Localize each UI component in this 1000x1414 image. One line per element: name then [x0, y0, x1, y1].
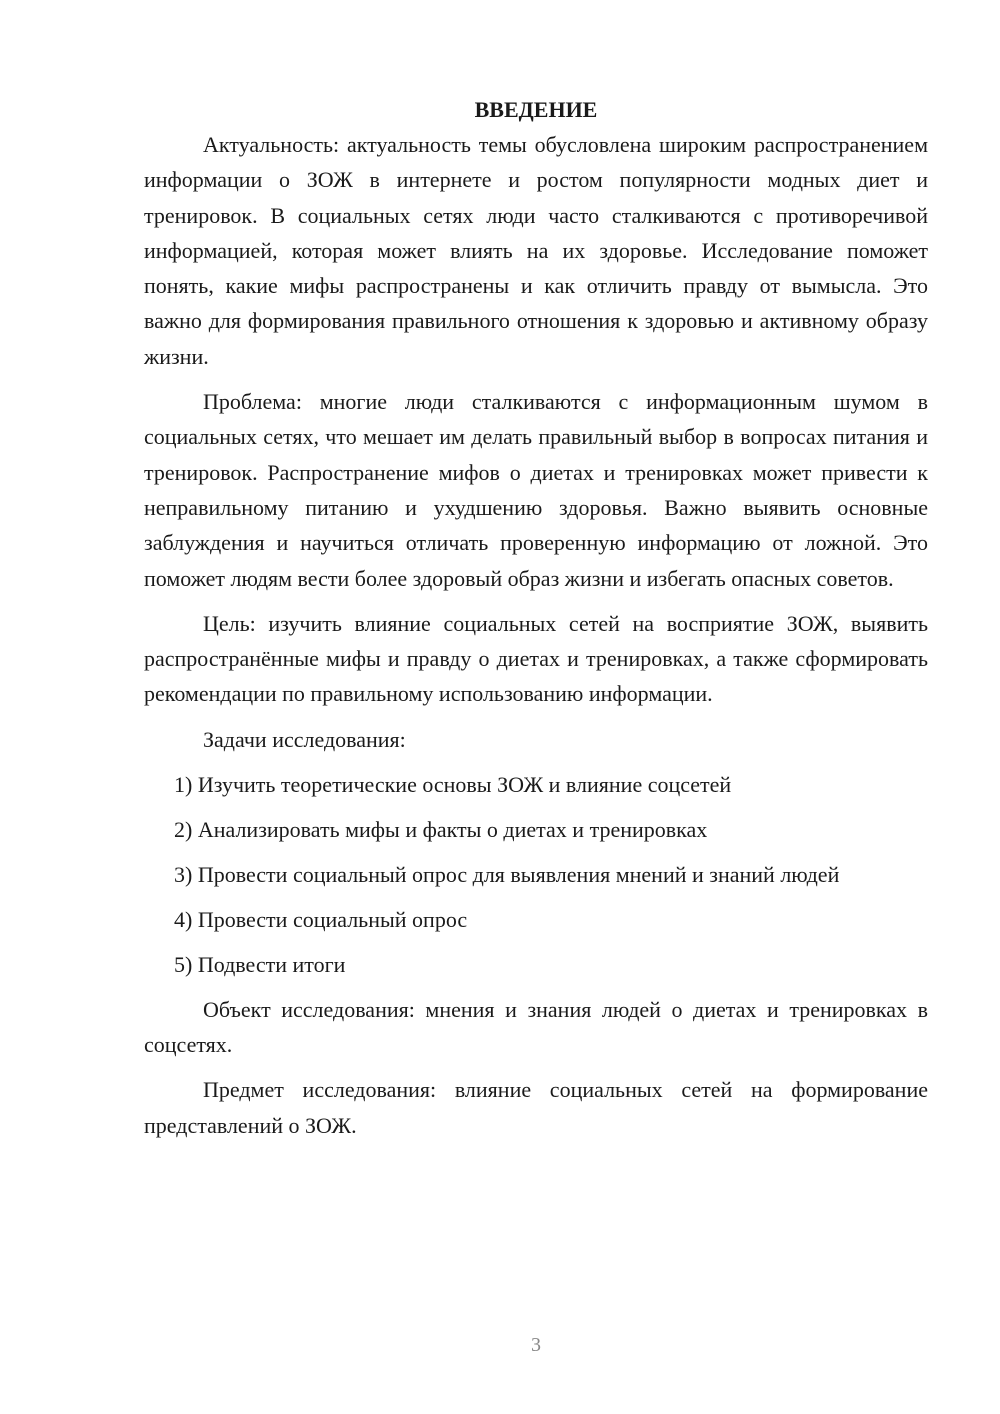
paragraph-goal: Цель: изучить влияние социальных сетей на восприятие ЗОЖ, выявить распространённые мифы и правду о диетах и тренировках, а также сформировать рекомендации по правильному использованию информации.: [144, 610, 928, 707]
paragraph-object: Объект исследования: мнения и знания людей о диетах и тренировках в соцсетях.: [144, 996, 928, 1058]
task-item: 4) Провести социальный опрос: [174, 906, 468, 932]
task-item: 1) Изучить теоретические основы ЗОЖ и влияние соцсетей: [174, 771, 732, 797]
task-item: 5) Подвести итоги: [174, 951, 346, 977]
page-title: ВВЕДЕНИЕ: [474, 97, 598, 122]
task-item: 3) Провести социальный опрос для выявления мнений и знаний людей: [174, 861, 840, 887]
paragraph-subject: Предмет исследования: влияние социальных сетей на формирование представлений о ЗОЖ.: [144, 1077, 928, 1138]
paragraph-relevance: Актуальность: актуальность темы обусловлена широким распространением информации о ЗОЖ в интернете и ростом популярности модных диет и тренировок. В социальных сетях люди часто сталкиваются с противоречивой информацией, которая может влиять на их здоровье. Исследование поможет понять, какие мифы распространены и как отличить правду от вымысла. Это важно для формирования правильного отношения к здоровью и активному образу жизни.: [144, 132, 928, 369]
tasks-heading: Задачи исследования:: [203, 726, 406, 752]
document-page: [144, 92, 928, 1153]
paragraph-problem: Проблема: многие люди сталкиваются с информационным шумом в социальных сетях, что мешает им делать правильный выбор в вопросах питания и тренировок. Распространение мифов о диетах и тренировках может привести к неправильному питанию и ухудшению здоровья. Важно выявить основные заблуждения и научиться отличать проверенную информацию от ложной. Это поможет людям вести более здоровый образ жизни и избегать опасных советов.: [144, 389, 928, 591]
tasks-list: [144, 767, 928, 982]
page-number: 3: [531, 1334, 541, 1356]
task-item: 2) Анализировать мифы и факты о диетах и тренировках: [174, 816, 708, 842]
